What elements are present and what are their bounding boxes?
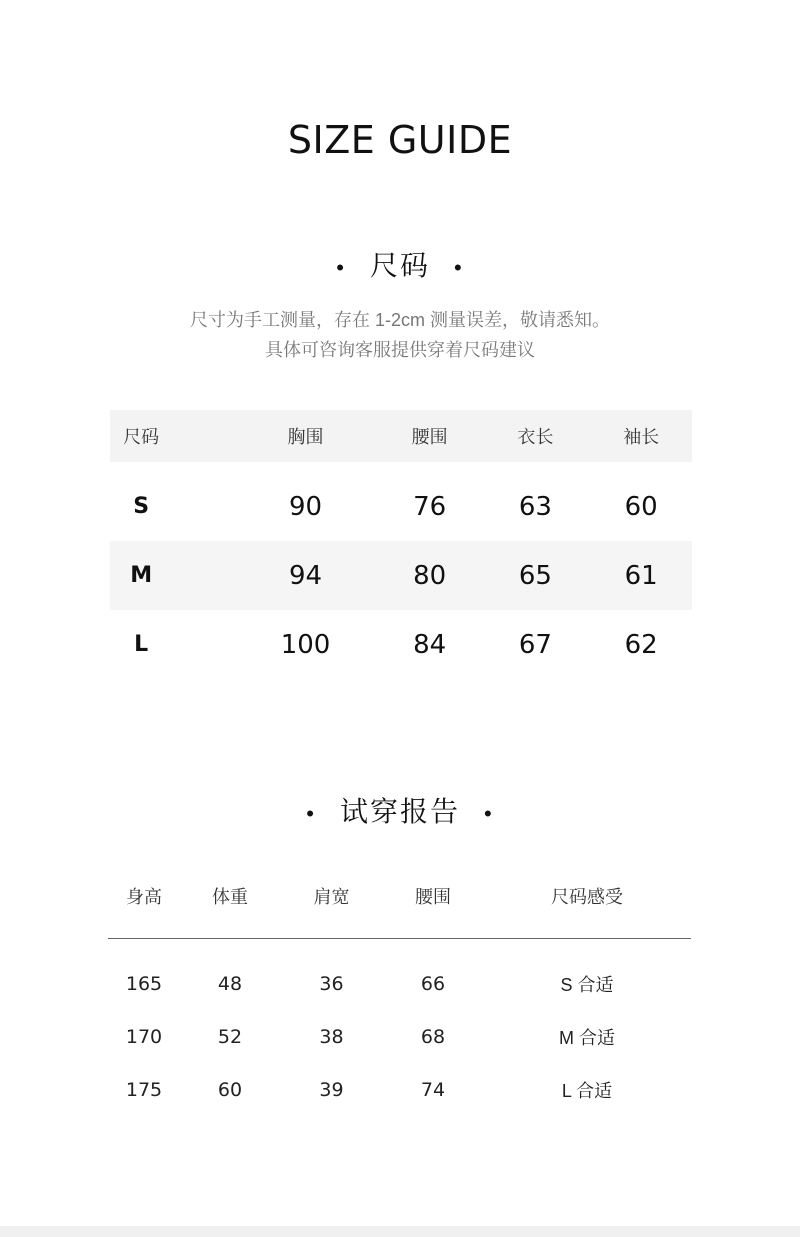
header-waist: 腰围: [411, 427, 448, 447]
shoulder-value: 39: [319, 1078, 344, 1101]
header-height: 身高: [126, 887, 162, 907]
weight-value: 52: [217, 1025, 243, 1048]
page-title: SIZE GUIDE: [287, 118, 513, 162]
sleeve-value: 61: [624, 560, 658, 591]
header-shoulder: 肩宽: [313, 887, 350, 907]
note-line-1: 尺寸为手工测量，存在 1-2cm 测量误差，敬请悉知。: [189, 310, 610, 330]
header-fit: 尺码感受: [551, 887, 623, 907]
waist-value: 76: [413, 491, 447, 522]
weight-value: 48: [217, 972, 243, 995]
table-row: [108, 1063, 691, 1116]
tryon-table-header: [108, 870, 691, 922]
size-table: [110, 410, 692, 679]
header-length: 衣长: [517, 427, 554, 447]
tryon-section-heading: [0, 790, 800, 830]
table-row: [110, 472, 692, 541]
height-value: 165: [125, 972, 163, 995]
bullet-left: •: [306, 800, 316, 826]
length-value: 63: [518, 491, 552, 522]
header-chest: 胸围: [287, 427, 324, 447]
bottom-band: [0, 1226, 800, 1237]
bullet-right: •: [484, 800, 494, 826]
table-row: [110, 541, 692, 610]
waist-value: 80: [413, 560, 447, 591]
header-size: 尺码: [123, 427, 160, 447]
size-heading-text: 尺码: [369, 250, 430, 281]
chest-value: 90: [289, 491, 323, 522]
fit-value: M 合适: [559, 1027, 615, 1048]
tryon-table: [108, 870, 691, 1116]
header-weight: 体重: [212, 887, 248, 907]
chest-value: 100: [280, 629, 331, 660]
size-table-header: [110, 410, 692, 462]
fit-value: S 合适: [560, 974, 614, 995]
header-sleeve: 袖长: [623, 427, 660, 447]
size-section-heading: [0, 244, 800, 284]
shoulder-value: 36: [319, 972, 344, 995]
waist-value: 74: [420, 1078, 446, 1101]
measurement-note: [0, 305, 800, 365]
waist-value: 84: [413, 629, 447, 660]
waist-value: 66: [420, 972, 446, 995]
bullet-right: •: [454, 254, 464, 280]
size-label: S: [133, 494, 150, 519]
size-label: L: [134, 632, 149, 657]
length-value: 67: [518, 629, 552, 660]
table-row: [108, 957, 691, 1010]
length-value: 65: [518, 560, 552, 591]
weight-value: 60: [217, 1078, 243, 1101]
sleeve-value: 62: [624, 629, 658, 660]
tryon-heading-text: 试穿报告: [339, 796, 460, 827]
table-row: [110, 610, 692, 679]
waist-value: 68: [420, 1025, 446, 1048]
divider: [108, 938, 691, 939]
shoulder-value: 38: [319, 1025, 344, 1048]
bullet-left: •: [336, 254, 346, 280]
table-row: [108, 1010, 691, 1063]
chest-value: 94: [289, 560, 323, 591]
size-label: M: [130, 563, 153, 588]
height-value: 170: [125, 1025, 163, 1048]
note-line-2: 具体可咨询客服提供穿着尺码建议: [265, 340, 535, 360]
sleeve-value: 60: [624, 491, 658, 522]
height-value: 175: [125, 1078, 163, 1101]
header-waist: 腰围: [415, 887, 451, 907]
fit-value: L 合适: [561, 1080, 613, 1101]
